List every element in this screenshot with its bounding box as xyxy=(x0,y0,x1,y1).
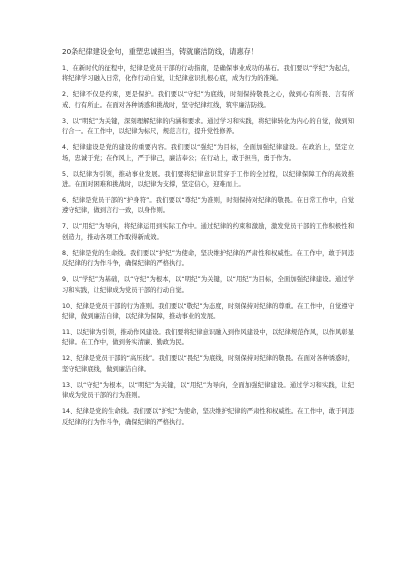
list-item: 10、纪律是党员干部的行为准则。我们要以“敬纪”为态度，时刻保持对纪律的尊重。在工作中，自觉遵守纪律，做到廉洁自律，以纪律为保障，推动事业的发展。 xyxy=(62,302,354,321)
document-title: 20条纪律建设金句，重塑忠诚担当，铸就廉洁防线，请惠存！ xyxy=(62,47,259,56)
list-item: 1、在新时代的征程中，纪律是党员干部的行动指南，是确保事业成功的基石。我们要以“学纪”为起点，将纪律学习融入日常，化作行动自觉，让纪律意识扎根心底，成为行为的准绳。 xyxy=(62,65,354,83)
list-item: 3、以“明纪”为关键，深刻理解纪律的内涵和要求。通过学习和实践，将纪律转化为内心的自觉，做到知行合一。在工作中，以纪律为标尺，规范言行，提升党性修养。 xyxy=(62,117,354,136)
list-item: 4、纪律建设是党的建设的重要内容。我们要以“强纪”为目标，全面加强纪律建设。在政治上，坚定立场，忠诚于党；在作风上，严于律己，廉洁奉公；在行动上，敢于担当，勇于作为。 xyxy=(62,144,354,162)
item-list xyxy=(62,64,354,434)
list-item: 9、以“学纪”为基础，以“守纪”为根本，以“明纪”为关键，以“用纪”为目标，全面加强纪律建设。通过学习和实践，让纪律成为党员干部的行动自觉。 xyxy=(62,276,354,294)
list-item: 7、以“用纪”为导向，将纪律运用到实际工作中。通过纪律的约束和激励，激发党员干部的工作积极性和创造力，推动各项工作取得新成效。 xyxy=(62,223,354,241)
list-item: 5、以纪律为引领，推动事业发展。我们要将纪律意识贯穿于工作的全过程，以纪律保障工作的高效推进。在面对困难和挑战时，以纪律为支撑，坚定信心，迎难而上。 xyxy=(62,170,354,189)
list-item: 11、以纪律为引领，推动作风建设。我们要将纪律意识融入到作风建设中，以纪律规范作风，以作风彰显纪律。在工作中，做到务实清廉、勤政为民。 xyxy=(62,329,354,347)
list-item: 6、纪律是党员干部的“护身符”。我们要以“尊纪”为准则，时刻保持对纪律的敬畏。在日常工作中，自觉遵守纪律，做到言行一致，以身作则。 xyxy=(62,197,354,215)
list-item: 13、以“守纪”为根本，以“明纪”为关键，以“用纪”为导向，全面加强纪律建设。通过学习和实践，让纪律成为党员干部的行为准则。 xyxy=(62,381,354,400)
list-item: 8、纪律是党的生命线。我们要以“护纪”为使命，坚决维护纪律的严肃性和权威性。在工作中，敢于同违反纪律的行为作斗争，确保纪律的严格执行。 xyxy=(62,249,354,268)
list-item: 2、纪律不仅是约束，更是保护。我们要以“守纪”为底线，时刻保持敬畏之心，做到心有所畏、言有所戒、行有所止。在面对各种诱惑和挑战时，坚守纪律红线，筑牢廉洁防线。 xyxy=(62,91,354,109)
list-item: 12、纪律是党员干部的“高压线”。我们要以“畏纪”为底线，时刻保持对纪律的敬畏。在面对各种诱惑时，坚守纪律底线，做到廉洁自律。 xyxy=(62,355,354,373)
list-item: 14、纪律是党的生命线。我们要以“护纪”为使命，坚决维护纪律的严肃性和权威性。在工作中，敢于同违反纪律的行为作斗争，确保纪律的严格执行。 xyxy=(62,408,354,426)
